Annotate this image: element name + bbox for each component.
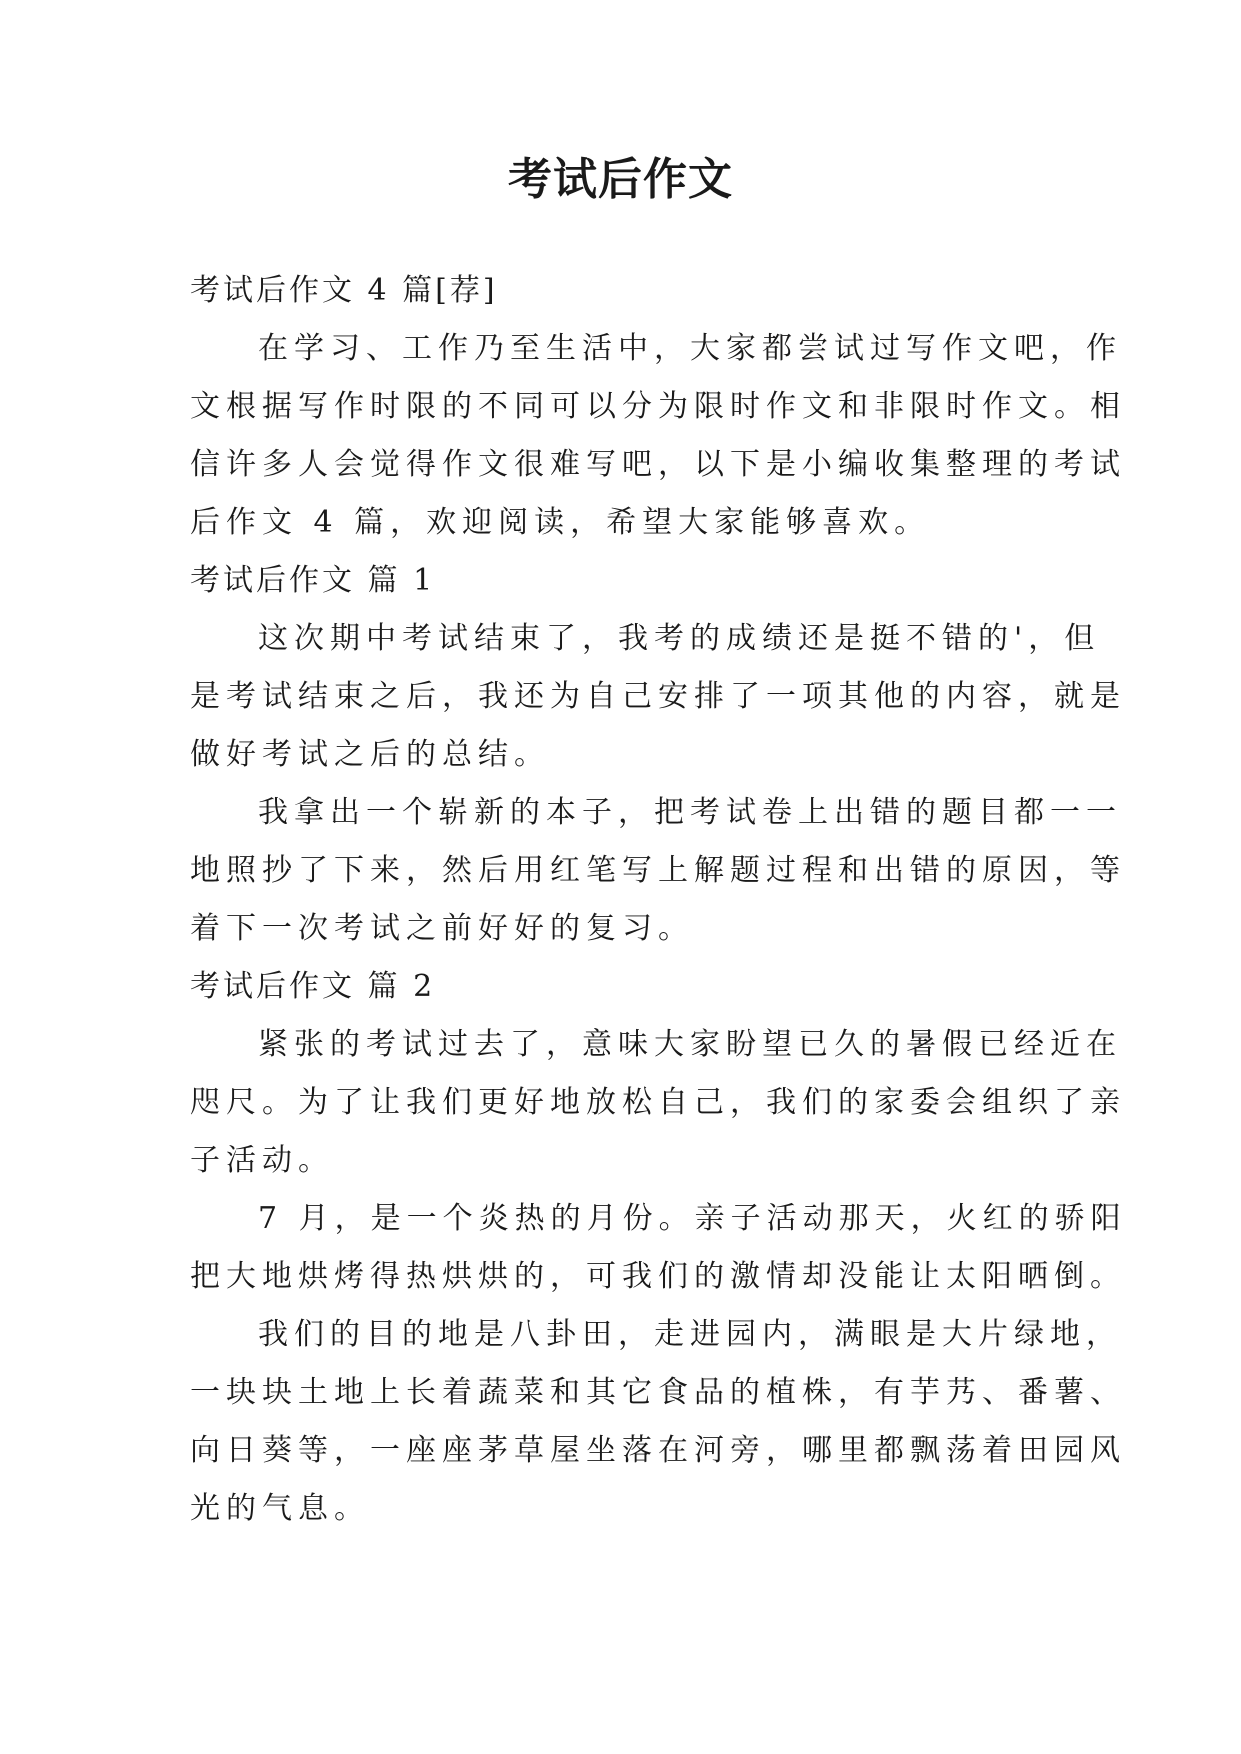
text-line: 子活动。 <box>190 1143 334 1178</box>
text-line: 我们的目的地是八卦田，走进园内，满眼是大片绿地， <box>258 1317 1122 1352</box>
text-line: 向日葵等，一座座茅草屋坐落在河旁，哪里都飘荡着田园风 <box>190 1433 1126 1468</box>
section-2-paragraph-2 <box>190 1190 1127 1306</box>
section-1-heading: 考试后作文 篇 1 <box>190 563 436 598</box>
text-line: 紧张的考试过去了，意味大家盼望已久的暑假已经近在 <box>258 1027 1122 1062</box>
text-line: 后作文 4 篇，欢迎阅读，希望大家能够喜欢。 <box>190 505 931 540</box>
section-2-heading: 考试后作文 篇 2 <box>190 969 436 1004</box>
text-line: 我拿出一个崭新的本子，把考试卷上出错的题目都一一 <box>258 795 1122 830</box>
section-1-paragraph-1 <box>190 610 1126 784</box>
section-1-paragraph-2 <box>190 784 1126 958</box>
text-line: 光的气息。 <box>190 1491 370 1526</box>
text-line: 咫尺。为了让我们更好地放松自己，我们的家委会组织了亲 <box>190 1085 1126 1120</box>
text-line: 着下一次考试之前好好的复习。 <box>190 911 694 946</box>
intro-paragraph <box>190 320 1126 552</box>
section-2-paragraph-3 <box>190 1306 1126 1538</box>
text-line: 一块块土地上长着蔬菜和其它食品的植株，有芋艿、番薯、 <box>190 1375 1126 1410</box>
text-line: 在学习、工作乃至生活中，大家都尝试过写作文吧，作 <box>258 331 1122 366</box>
text-line: 是考试结束之后，我还为自己安排了一项其他的内容，就是 <box>190 679 1126 714</box>
text-line: 地照抄了下来，然后用红笔写上解题过程和出错的原因，等 <box>190 853 1126 888</box>
text-line: 做好考试之后的总结。 <box>190 737 550 772</box>
text-line: 把大地烘烤得热烘烘的，可我们的激情却没能让太阳晒倒。 <box>190 1259 1126 1294</box>
text-line: 这次期中考试结束了，我考的成绩还是挺不错的'，但 <box>258 621 1101 656</box>
document-title: 考试后作文 <box>508 154 733 205</box>
document-body <box>190 262 1127 1538</box>
text-line: 文根据写作时限的不同可以分为限时作文和非限时作文。相 <box>190 389 1126 424</box>
section-2-paragraph-1 <box>190 1016 1126 1190</box>
document-subtitle: 考试后作文 4 篇[荐] <box>190 273 498 308</box>
text-line: 7 月，是一个炎热的月份。亲子活动那天，火红的骄阳 <box>258 1201 1127 1236</box>
text-line: 信许多人会觉得作文很难写吧，以下是小编收集整理的考试 <box>190 447 1126 482</box>
